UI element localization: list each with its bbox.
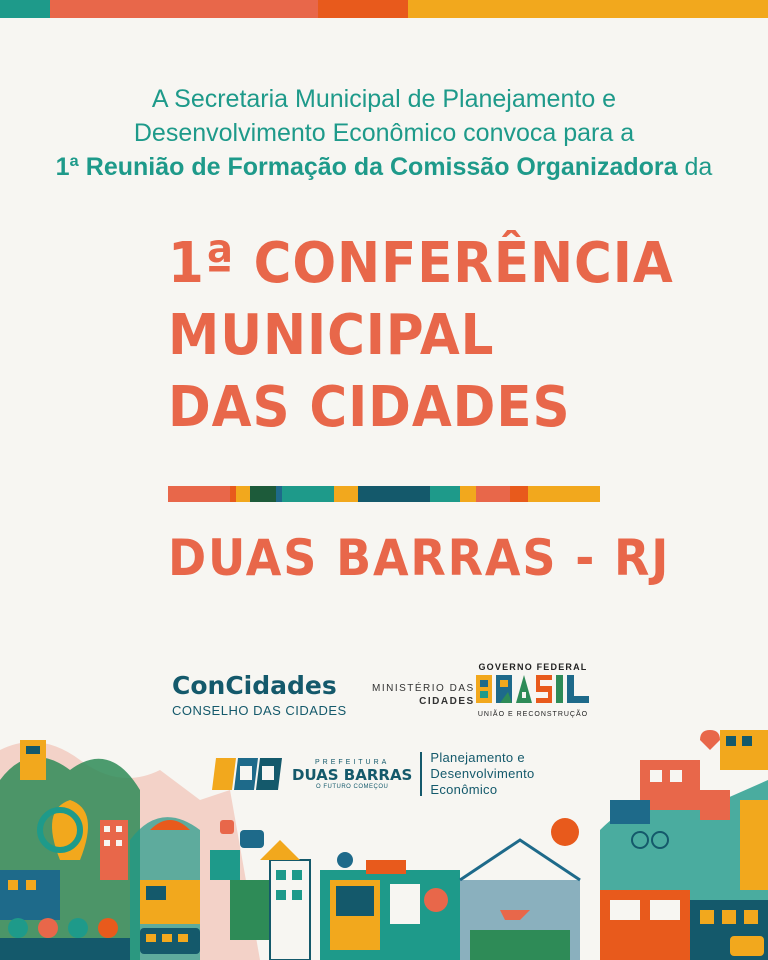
title-line-2: MUNICIPAL	[168, 303, 495, 368]
gov-bottom-text: UNIÃO E RECONSTRUÇÃO	[477, 711, 589, 718]
city-illustration	[0, 700, 768, 960]
planej-line-1: Planejamento e	[430, 750, 525, 765]
concidades-name: ConCidades	[172, 671, 337, 700]
city-name: DUAS BARRAS - RJ	[168, 529, 671, 587]
pref-line-2: DUAS BARRAS	[292, 765, 413, 784]
prefeitura-logo	[212, 752, 535, 796]
pref-line-3: O FUTURO COMEÇOU	[316, 783, 389, 790]
color-divider	[168, 486, 600, 502]
title-line-3: DAS CIDADES	[168, 375, 571, 440]
concidades-subtitle: CONSELHO DAS CIDADES	[172, 703, 347, 718]
ministerio-line-2-text: CIDADES	[419, 696, 475, 707]
intro-highlight: 1ª Reunião de Formação da Comissão Organizadora	[55, 153, 678, 181]
intro-text	[0, 82, 768, 184]
title-line-1: 1ª CONFERÊNCIA	[168, 231, 674, 296]
intro-tail: da	[677, 153, 713, 181]
conference-title	[168, 228, 683, 444]
pref-line-1: PREFEITURA	[315, 758, 390, 766]
gov-top-text: GOVERNO FEDERAL	[478, 662, 588, 672]
ministerio-line-1: MINISTÉRIO DAS	[372, 683, 475, 694]
top-color-bar	[0, 0, 768, 18]
intro-line-1: A Secretaria Municipal de Planejamento e	[151, 85, 617, 113]
city-crest-icon	[212, 754, 284, 794]
intro-line-3	[0, 150, 768, 184]
planejamento-text	[430, 750, 534, 798]
planej-line-3: Econômico	[430, 782, 498, 797]
planej-line-2: Desenvolvimento	[430, 766, 535, 781]
logo-separator	[420, 752, 422, 796]
intro-line-2: Desenvolvimento Econômico convoca para a	[133, 119, 635, 147]
